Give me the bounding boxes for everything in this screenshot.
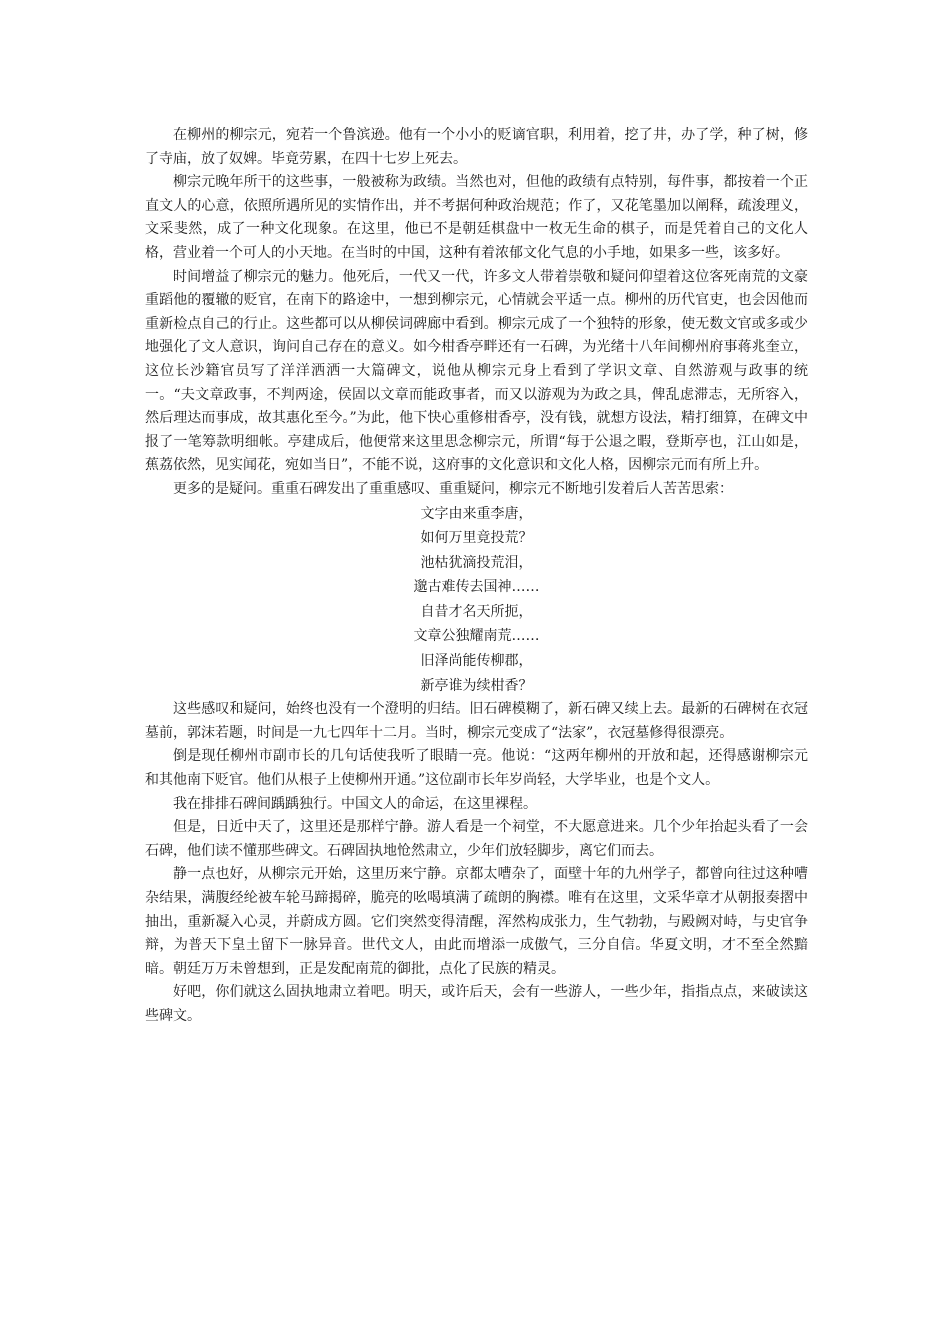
poem-line: 如何万里竟投荒？ xyxy=(420,530,533,547)
poem-line: 文章公独耀南荒…… xyxy=(413,628,540,645)
poem xyxy=(145,502,808,699)
paragraph-5: 这些感叹和疑问，始终也没有一个澄明的归结。旧石碑模糊了，新石碑又续上去。最新的石碑树在衣冠墓前，郭沫若题，时间是一九七四年十二月。当时，柳宗元变成了“法家”，衣冠墓修得很漂亮。 xyxy=(145,701,808,741)
poem-line: 池枯犹滴投荒泪， xyxy=(420,554,533,571)
poem-line: 旧泽尚能传柳郡， xyxy=(420,653,533,670)
paragraph-8: 但是，日近中天了，这里还是那样宁静。游人看是一个祠堂，不大愿意进来。几个少年抬起头看了一会石碑，他们读不懂那些碑文。石碑固执地怆然肃立，少年们放轻脚步，离它们而去。 xyxy=(145,819,808,859)
paragraph-10: 好吧，你们就这么固执地肃立着吧。明天，或许后天，会有一些游人，一些少年，指指点点，来破读这些碑文。 xyxy=(145,984,808,1024)
paragraph-9: 静一点也好，从柳宗元开始，这里历来宁静。京都太嘈杂了，面壁十年的九州学子，都曾向往过这种嘈杂结果，满腹经纶被车轮马蹄揭碎，脆亮的吆喝填满了疏朗的胸襟。唯有在这里，文采华章才从朝报奏摺中抽出，重新凝入心灵，并蔚成方圆。它们突然变得清醒，浑然构成张力，生气勃勃，与殿阙对峙，与史官争辩，为普天下皇土留下一脉异音。世代文人，由此而增添一成傲气，三分自信。华夏文明，才不至全然黯暗。朝廷万万未曾想到，正是发配南荒的御批，点化了民族的精灵。 xyxy=(145,866,808,977)
paragraph-6: 倒是现任柳州市副市长的几句话使我听了眼睛一亮。他说：“这两年柳州的开放和起，还得感谢柳宗元和其他南下贬官。他们从根子上使柳州开通。”这位副市长年岁尚轻，大学毕业，也是个文人。 xyxy=(145,748,808,789)
paragraph-2: 柳宗元晚年所干的这些事，一般被称为政绩。当然也对，但他的政绩有点特别，每件事，都按着一个正直文人的心意，依照所遇所见的实情作出，并不考据何种政治规范；作了，又花笔墨加以阐释，疏浚理义，文采斐然，成了一种文化现象。在这里，他已不是朝廷棋盘中一枚无生命的棋子，而是凭着自己的文化人格，营业着一个可人的小天地。在当时的中国，这种有着浓郁文化气息的小手地，如果多一些，该多好。 xyxy=(145,174,808,261)
paragraph-1: 在柳州的柳宗元，宛若一个鲁滨逊。他有一个小小的贬谪官职，利用着，挖了井，办了学，种了树，修了寺庙，放了奴婢。毕竟劳累，在四十七岁上死去。 xyxy=(145,127,808,167)
paragraph-7: 我在排排石碑间踽踽独行。中国文人的命运，在这里裸程。 xyxy=(173,795,537,812)
poem-line: 新亭谁为续柑香？ xyxy=(420,677,533,694)
poem-line: 邈古难传去国神…… xyxy=(413,579,540,596)
poem-line: 文字由来重李唐， xyxy=(420,505,533,522)
paragraph-4: 更多的是疑问。重重石碑发出了重重感叹、重重疑问，柳宗元不断地引发着后人苦苦思索： xyxy=(173,480,733,497)
article-body xyxy=(145,124,808,1029)
poem-line: 自昔才名天所扼， xyxy=(420,603,533,620)
paragraph-3: 时间增益了柳宗元的魅力。他死后，一代又一代，许多文人带着崇敬和疑问仰望着这位客死南荒的文豪重蹈他的覆辙的贬官，在南下的路途中，一想到柳宗元，心情就会平适一点。柳州的历代官吏，也会因他而重新检点自己的行止。这些都可以从柳侯词碑廊中看到。柳宗元成了一个独特的形象，使无数文官或多或少地强化了文人意识，询问自己存在的意义。如今柑香亭畔还有一石碑，为光绪十八年间柳州府事蒋兆奎立，这位长沙籍官员写了洋洋洒洒一大篇碑文，说他从柳宗元身上看到了学识文章、自然游观与政事的统一。“夫文章政事，不判两途，侯固以文章而能政事者，而又以游观为为政之具，俾乱虑滞志，无所容入，然后理达而事成，故其惠化至今。”为此，他下快心重修柑香亭，没有钱，就想方设法，精打细算，在碑文中报了一笔筹款明细帐。亭建成后，他便常来这里思念柳宗元，所谓“每于公退之暇，登斯亭也，江山如是，蕉荔依然，见实闻花，宛如当日”，不能不说，这府事的文化意识和文化人格，因柳宗元而有所上升。 xyxy=(145,268,808,474)
